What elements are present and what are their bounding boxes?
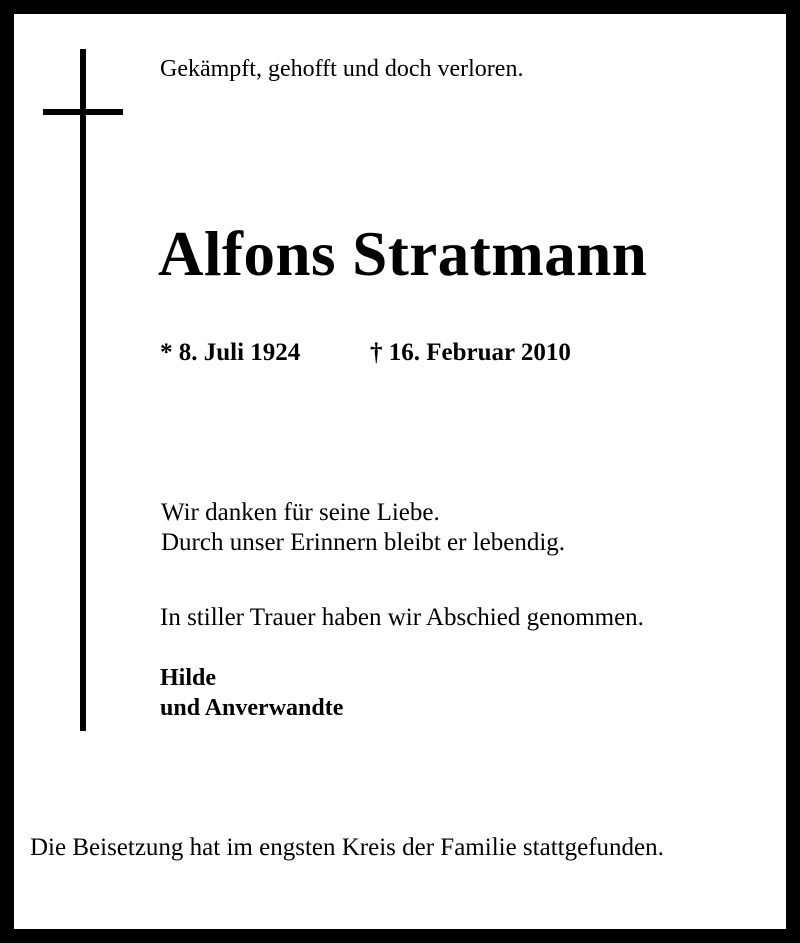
- death-date: † 16. Februar 2010: [370, 339, 571, 366]
- signature-line-2: und Anverwandte: [160, 695, 344, 721]
- deceased-name: Alfons Stratmann: [158, 219, 648, 289]
- mourning-text: In stiller Trauer haben wir Abschied genommen.: [160, 604, 644, 631]
- thanks-line-1: Wir danken für seine Liebe.: [161, 499, 440, 526]
- cross-horizontal-bar: [43, 109, 123, 115]
- burial-note: Die Beisetzung hat im engsten Kreis der Familie stattgefunden.: [30, 834, 664, 861]
- birth-date: * 8. Juli 1924: [160, 339, 301, 366]
- signature-line-1: Hilde: [160, 665, 217, 691]
- thanks-line-2: Durch unser Erinnern bleibt er lebendig.: [161, 529, 566, 556]
- cross-vertical-bar: [80, 49, 86, 731]
- motto-text: Gekämpft, gehofft und doch verloren.: [160, 56, 524, 82]
